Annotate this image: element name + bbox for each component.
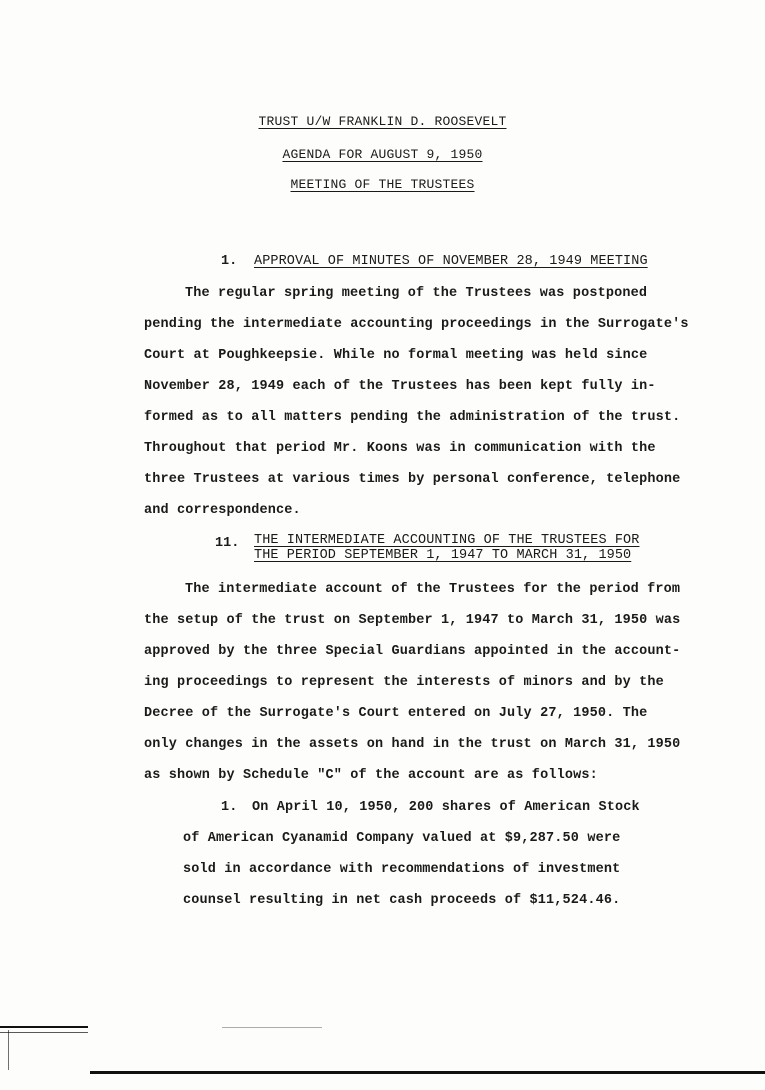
document-title: TRUST U/W FRANKLIN D. ROOSEVELT <box>258 114 507 129</box>
list-item-line: of American Cyanamid Company valued at $9,287.50 were <box>183 831 621 846</box>
paragraph-line: the setup of the trust on September 1, 1947 to March 31, 1950 was <box>144 613 681 628</box>
section-1-number: 1. <box>221 254 238 269</box>
paragraph-line: Court at Poughkeepsie. While no formal meeting was held since <box>144 348 648 363</box>
paragraph-line: The regular spring meeting of the Trustees was postponed <box>185 286 648 301</box>
scan-edge-rule <box>0 1032 88 1033</box>
meeting-heading: MEETING OF THE TRUSTEES <box>290 177 475 192</box>
paragraph-line: pending the intermediate accounting proceedings in the Surrogate's <box>144 317 689 332</box>
faint-rule <box>222 1027 322 1028</box>
scan-edge-mark <box>8 1030 9 1070</box>
agenda-date: AGENDA FOR AUGUST 9, 1950 <box>282 147 483 162</box>
list-item-number: 1. <box>221 800 238 815</box>
section-2-title-line-1: THE INTERMEDIATE ACCOUNTING OF THE TRUSTEES FOR <box>254 533 640 548</box>
list-item-line: sold in accordance with recommendations of investment <box>183 862 621 877</box>
paragraph-line: ing proceedings to represent the interests of minors and by the <box>144 675 664 690</box>
list-item-line: counsel resulting in net cash proceeds of $11,524.46. <box>183 893 621 908</box>
paragraph-line: only changes in the assets on hand in the trust on March 31, 1950 <box>144 737 681 752</box>
section-2-number: 11. <box>215 536 240 551</box>
paragraph-line: approved by the three Special Guardians appointed in the account- <box>144 644 681 659</box>
paragraph-line: Throughout that period Mr. Koons was in communication with the <box>144 441 656 456</box>
list-item-line: On April 10, 1950, 200 shares of American Stock <box>252 800 640 815</box>
paragraph-line: as shown by Schedule "C" of the account are as follows: <box>144 768 598 783</box>
section-2-title-line-2: THE PERIOD SEPTEMBER 1, 1947 TO MARCH 31, 1950 <box>254 548 632 563</box>
paragraph-line: and correspondence. <box>144 503 301 518</box>
paragraph-line: formed as to all matters pending the administration of the trust. <box>144 410 681 425</box>
paragraph-line: November 28, 1949 each of the Trustees has been kept fully in- <box>144 379 656 394</box>
paragraph-line: three Trustees at various times by personal conference, telephone <box>144 472 681 487</box>
paragraph-line: The intermediate account of the Trustees for the period from <box>185 582 681 597</box>
scan-edge-rule <box>0 1026 88 1028</box>
section-1-title: APPROVAL OF MINUTES OF NOVEMBER 28, 1949 MEETING <box>254 254 648 269</box>
paragraph-line: Decree of the Surrogate's Court entered on July 27, 1950. The <box>144 706 648 721</box>
bottom-page-rule <box>90 1071 765 1074</box>
